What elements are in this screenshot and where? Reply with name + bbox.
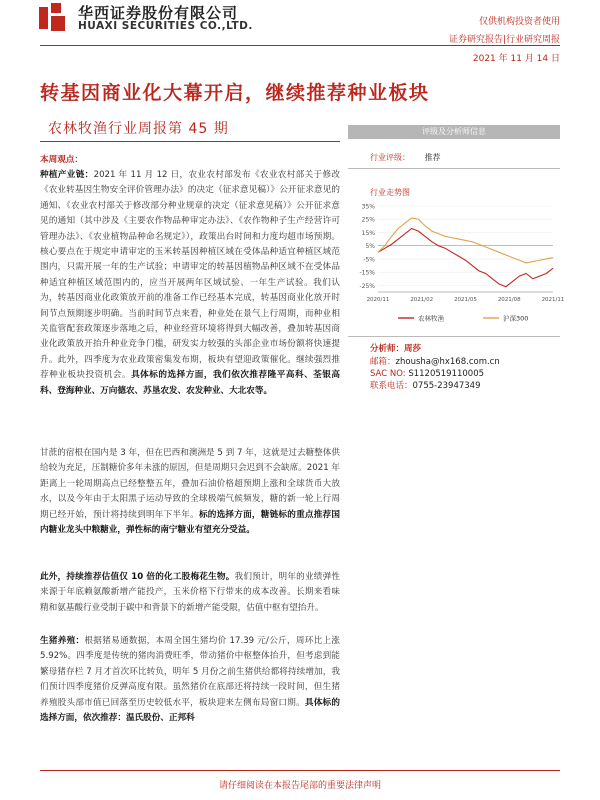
- trend-chart: [348, 200, 565, 330]
- legal-notice: 请仔细阅读在本报告尾部的重要法律声明: [218, 781, 381, 791]
- section-heading: 本周观点：: [40, 155, 83, 165]
- company-name-en: HUAXI SECURITIES CO.,LTD.: [78, 20, 253, 32]
- phone-label: 联系电话：: [370, 381, 413, 391]
- rating-value: 推荐: [424, 153, 441, 162]
- legend-label: 农林牧渔: [418, 314, 444, 323]
- paragraph-hog: [40, 634, 340, 726]
- analyst-row: [370, 343, 421, 355]
- audience-note: 仅供机构投资者使用: [478, 17, 560, 27]
- x-tick-label: 2021/08: [497, 297, 521, 303]
- report-date: 2021 年 11 月 14 日: [472, 54, 560, 64]
- sac-row: [370, 368, 484, 380]
- report-title: 转基因商业化大幕开启，继续推荐种业板块: [40, 82, 430, 104]
- analyst-name: 周莎: [404, 344, 422, 354]
- paragraph-text: 甘蔗的宿根在国内是 3 年，但在巴西和澳洲是 5 到 7 年，这就是过去糖整体供给较为充足，压制糖价多年未涨的原因，但是周期只会迟到不会缺席。2021 年距离上一轮周期高点已经整整五年，叠加石油价格超预期上涨和全球货币大放水，以及今年由于太阳黑子运动导致的全球极端气候频发，糖的新一轮上行周期已经开始，预计将持续到明年下半年。: [40, 448, 340, 520]
- email-label: 邮箱：: [370, 357, 396, 367]
- company-logo: [35, 3, 69, 33]
- sac-label: SAC NO:: [370, 369, 409, 379]
- paragraph-text: 根据猪易通数据，本周全国生猪均价 17.39 元/公斤，周环比上涨 5.92%。四季度是传统的猪肉消费旺季，带动猪价中枢整体抬升，但考虑到能繁母猪存栏 7 月才首次环比转负，明年 5 月份之前生猪供给都将持续增加，我们预计四季度猪价反弹高度有限。虽然猪价在底部还将持续一段时间，但生猪养殖股头部市值已回落至历史较低水平，板块迎来左侧布局窗口期。: [40, 636, 340, 708]
- paragraph-bold: 具体标的选择方面，依次推荐：温氏股份、正邦科: [40, 697, 340, 724]
- paragraph-sugar: [40, 446, 340, 538]
- x-tick-label: 2021/11: [541, 297, 565, 303]
- report-type: 证券研究报告|行业研究周报: [448, 35, 560, 45]
- y-tick-label: -25%: [359, 282, 375, 290]
- phone-value: 0755-23947349: [412, 381, 481, 391]
- rating-divider: [348, 168, 560, 169]
- y-tick-label: -15%: [359, 269, 375, 277]
- company-name-cn: 华西证券股份有限公司: [78, 4, 239, 22]
- email-value[interactable]: zhousha@hx168.com.cn: [395, 357, 500, 367]
- paragraph-text: 2021 年 11 月 12 日，农业农村部发布《农业农村部关于修改《农业转基因生物安全评价管理办法》的决定（征求意见稿）》公开征求意见的通知、《农业农村部关于修改部分种业规章的决定（征求意见稿）》公开征求意见的通知（其中涉及《主要农作物品种审定办法》、《农作物种子生产经营许可管理办法》、《农业植物品种命名规定》），政策出台时间和力度均超市场预期。核心要点在于规定申请审定的玉米转基因种植区域在受体品种适宜种植区域范围内，只需开展一年的生产试验；申请审定的转基因植物品种区域不在受体品种适宜种植区域范围内的，应当开展两年区域试验、一年生产试验。我们认为，转基因商业化政策放开前的准备工作已经基本完成，转基因商业化放开时间节点预期逐步明确。当前时间节点来看，种业处在景气上行周期，而种业相关监管配套政策逐步落地之后，种业经营环境将得到大幅改善，叠加转基因商业化政策放开抬升种业竞争门槛，研发实力较强的头部企业市场份额将快速提升。此外，四季度为农业政策密集发布期，板块有望迎政策催化。继续强烈推荐种业板块投资机会。: [40, 170, 340, 381]
- analyst-label: 分析师：: [370, 344, 405, 354]
- y-tick-label: 5%: [365, 243, 375, 251]
- email-row: [370, 356, 500, 368]
- rating-label: 行业评级：: [370, 153, 410, 162]
- paragraph-planting: [40, 168, 340, 399]
- paragraph-chemical: [40, 570, 340, 616]
- y-tick-label: 15%: [361, 229, 375, 237]
- chart-divider: [348, 336, 560, 337]
- x-tick-label: 2021/05: [454, 297, 477, 303]
- x-tick-label: 2021/02: [410, 297, 434, 303]
- subtitle-divider: [40, 141, 340, 142]
- paragraph-lead: 此外，持续推荐估值仅 10 倍的化工股梅花生物。: [40, 572, 235, 582]
- report-subtitle: 农林牧渔行业周报第 45 期: [48, 121, 229, 137]
- y-tick-label: 25%: [361, 216, 375, 224]
- rating-row: [370, 152, 582, 163]
- paragraph-bold: 标的选择方面，糖链标的重点推荐国内糖业龙头中粮糖业，弹性标的南宁糖业有望充分受益。: [40, 509, 340, 536]
- sac-value: S1120519110005: [408, 369, 485, 379]
- paragraph-lead: 生猪养殖：: [40, 636, 85, 646]
- phone-row: [370, 380, 480, 392]
- legend-label: 沪深300: [503, 314, 529, 323]
- chart-title: 行业走势图: [370, 188, 410, 197]
- rating-box-title: 评级及分析师信息: [348, 125, 560, 139]
- x-tick-label: 2020/11: [366, 297, 390, 303]
- series-line-index: [378, 218, 553, 263]
- footer-divider: [40, 770, 560, 771]
- y-tick-label: -5%: [363, 256, 375, 264]
- series-line-industry: [378, 228, 553, 286]
- y-tick-label: 35%: [361, 203, 375, 211]
- paragraph-text: 我们预计，明年的业绩弹性来源于年底赖氨酸新增产能投产，玉米价格下行带来的成本改善。长期来看味精和氨基酸行业受制于碳中和背景下的新增产能受限，估值中枢有望抬升。: [40, 572, 340, 613]
- header-divider: [40, 45, 560, 46]
- paragraph-lead: 种植产业链：: [40, 170, 94, 180]
- paragraph-bold: 具体标的选择方面，我们依次推荐隆平高科、荃银高科、登海种业、万向德农、苏垦农发、农发种业、大北农等。: [40, 370, 340, 396]
